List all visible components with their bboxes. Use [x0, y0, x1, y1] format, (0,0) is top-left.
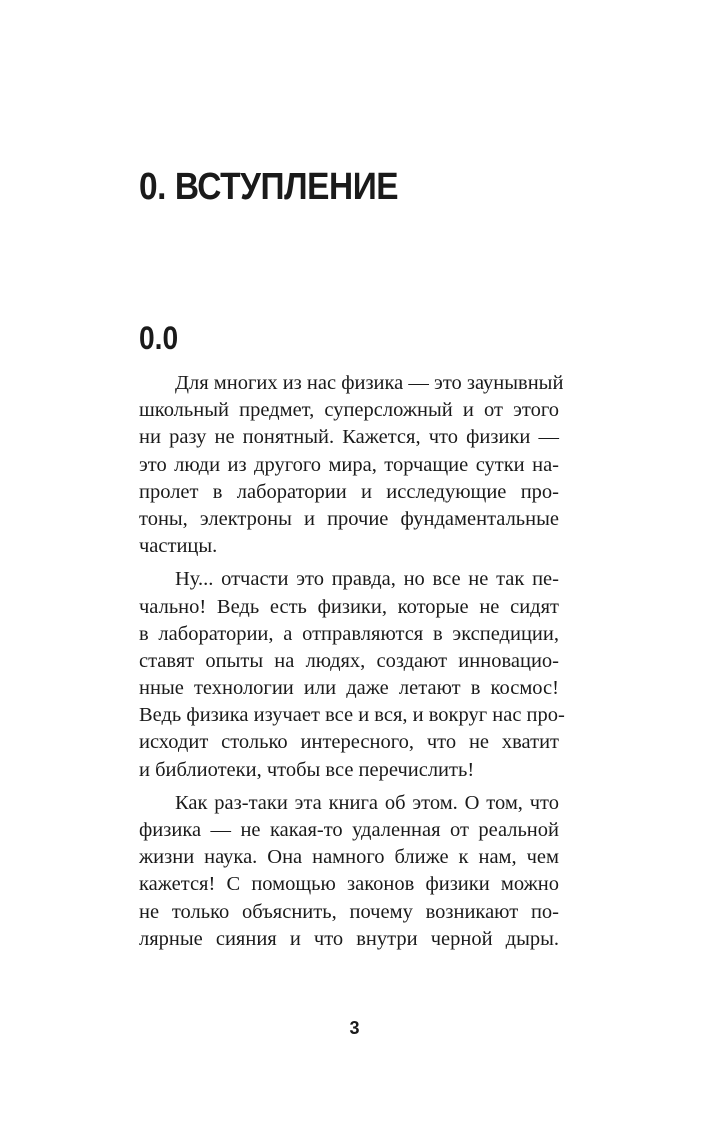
text-line: в лаборатории, а отправляются в экспедиции,: [139, 622, 559, 645]
text-line: это люди из другого мира, торчащие сутки на-: [139, 453, 559, 476]
paragraph-3: [139, 790, 559, 953]
chapter-title: 0. ВСТУПЛЕНИЕ: [139, 166, 399, 208]
text-line: школьный предмет, суперсложный и от этого: [139, 399, 559, 422]
paragraph-1: [139, 370, 564, 560]
text-line: нные технологии или даже летают в космос!: [139, 677, 559, 700]
text-line: пролет в лаборатории и исследующие про-: [139, 480, 559, 503]
text-line: Для многих из нас физика — это заунывный: [175, 372, 564, 394]
text-line: тоны, электроны и прочие фундаментальные: [139, 507, 559, 530]
text-line: ни разу не понятный. Кажется, что физики —: [139, 426, 559, 449]
paragraph-2: [139, 566, 565, 784]
text-line: частицы.: [139, 535, 218, 558]
text-line: лярные сияния и что внутри черной дыры.: [139, 927, 559, 950]
body-text: [139, 370, 565, 953]
text-line: жизни наука. Она намного ближе к нам, чем: [139, 846, 559, 869]
section-title: 0.0: [139, 320, 179, 356]
text-line: ставят опыты на людях, создают инновацио-: [139, 649, 559, 672]
text-line: физика — не какая-то удаленная от реальной: [139, 819, 559, 841]
text-line: чально! Ведь есть физики, которые не сидят: [139, 595, 559, 618]
text-line: не только объяснить, почему возникают по-: [139, 900, 559, 923]
text-line: Ведь физика изучает все и вся, и вокруг нас про-: [139, 704, 565, 727]
text-line: Как раз-таки эта книга об этом. О том, что: [175, 791, 559, 814]
text-line: Ну... отчасти это правда, но все не так пе-: [175, 568, 559, 591]
text-line: кажется! С помощью законов физики можно: [139, 873, 559, 896]
text-line: исходит столько интересного, что не хватит: [139, 731, 559, 754]
page-number: 3: [349, 1018, 360, 1038]
text-line: и библиотеки, чтобы все перечислить!: [139, 758, 475, 781]
